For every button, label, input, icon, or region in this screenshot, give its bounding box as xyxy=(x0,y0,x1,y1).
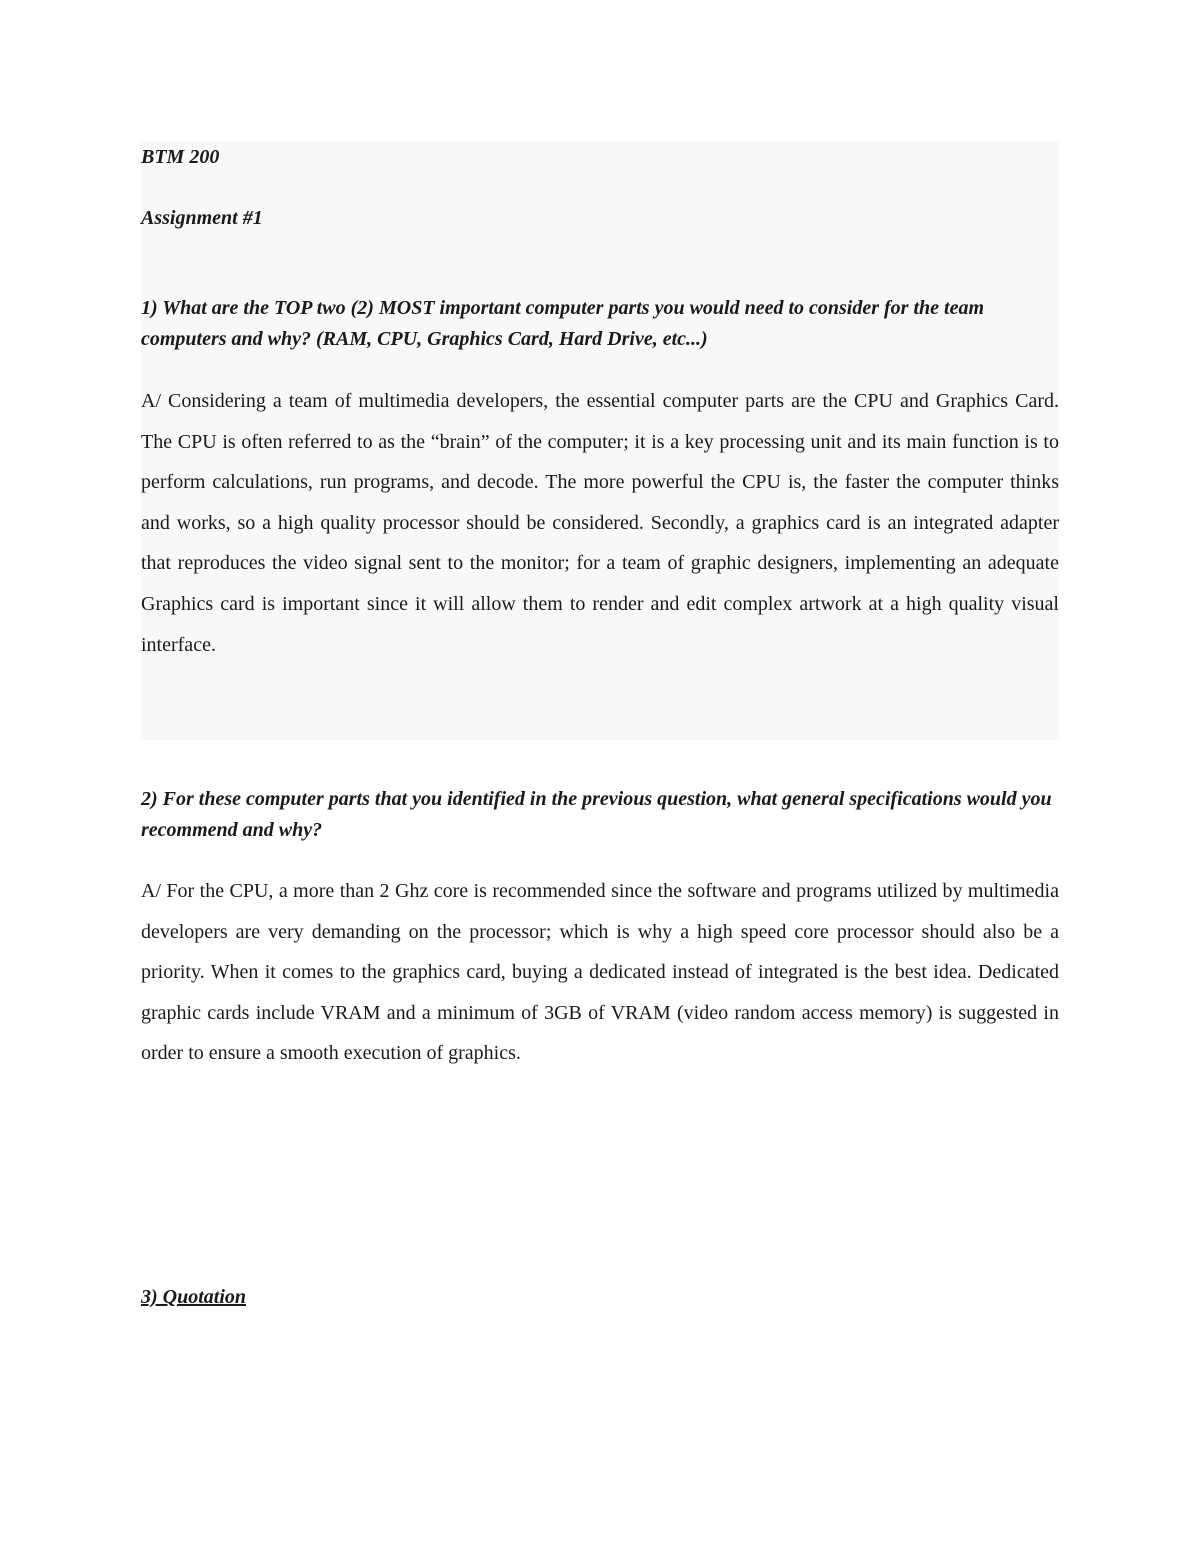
question-2-prompt: 2) For these computer parts that you identified in the previous question, what general specifications would you recommend and why? xyxy=(141,788,1052,841)
assignment-title: Assignment #1 xyxy=(141,207,263,229)
question-2-answer: A/ For the CPU, a more than 2 Ghz core is recommended since the software and programs utilized by multimedia developers are very demanding on the processor; which is why a high speed core processor should also be a priority. When it comes to the graphics card, buying a dedicated instead of integrated is the best idea. Dedicated graphic cards include VRAM and a minimum of 3GB of VRAM (video random access memory) is suggested in order to ensure a smooth execution of graphics. xyxy=(141,880,1059,1065)
question-1-prompt: 1) What are the TOP two (2) MOST important computer parts you would need to consider for the team computers and why? (RAM, CPU, Graphics Card, Hard Drive, etc...) xyxy=(141,297,985,350)
course-code: BTM 200 xyxy=(141,146,220,168)
question-1-answer: A/ Considering a team of multimedia developers, the essential computer parts are the CPU and Graphics Card. The CPU is often referred to as the “brain” of the computer; it is a key processing unit and its main function is to perform calculations, run programs, and decode. The more powerful the CPU is, the faster the computer thinks and works, so a high quality processor should be considered. Secondly, a graphics card is an integrated adapter that reproduces the video signal sent to the monitor; for a team of graphic designers, implementing an adequate Graphics card is important since it will allow them to render and edit complex artwork at a high quality visual interface. xyxy=(141,390,1059,656)
question-3-heading: 3) Quotation xyxy=(141,1286,247,1308)
